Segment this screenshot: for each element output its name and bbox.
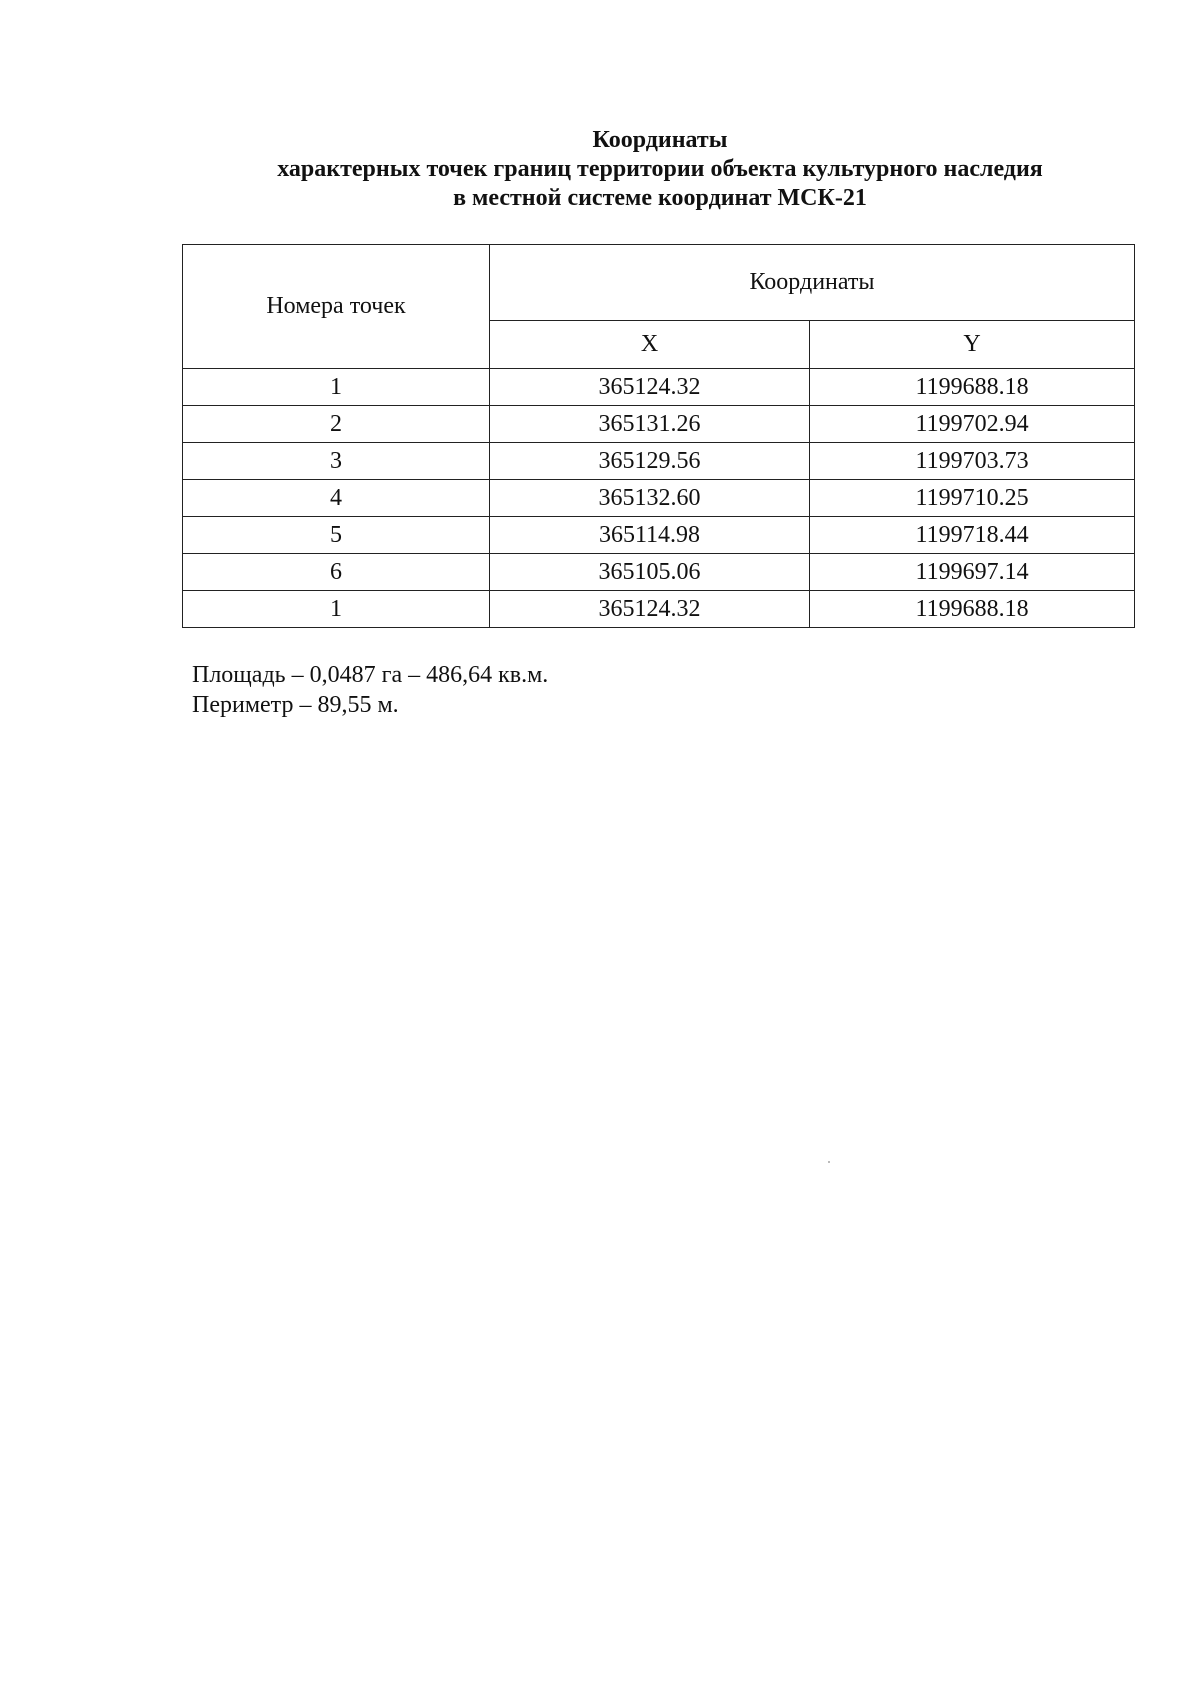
table-row xyxy=(183,554,1135,591)
cell-y: 1199702.94 xyxy=(810,406,1135,443)
header-coordinates: Координаты xyxy=(490,245,1135,321)
cell-x: 365105.06 xyxy=(490,554,810,591)
cell-y: 1199688.18 xyxy=(810,591,1135,628)
table-row xyxy=(183,517,1135,554)
table-row xyxy=(183,591,1135,628)
cell-point: 3 xyxy=(183,443,490,480)
summary-notes xyxy=(192,660,548,720)
cell-point: 1 xyxy=(183,591,490,628)
cell-x: 365131.26 xyxy=(490,406,810,443)
title-line-2: характерных точек границ территории объекта культурного наследия xyxy=(277,156,1043,182)
cell-y: 1199688.18 xyxy=(810,369,1135,406)
cell-point: 6 xyxy=(183,554,490,591)
table-row xyxy=(183,369,1135,406)
table-row xyxy=(183,480,1135,517)
cell-point: 5 xyxy=(183,517,490,554)
cell-x: 365124.32 xyxy=(490,591,810,628)
header-y: Y xyxy=(810,321,1135,369)
title-line-1: Координаты xyxy=(592,127,728,153)
coordinates-table xyxy=(182,244,1135,628)
title-line-3: в местной системе координат МСК-21 xyxy=(453,185,867,211)
cell-x: 365124.32 xyxy=(490,369,810,406)
header-point-numbers: Номера точек xyxy=(183,245,490,369)
header-x: X xyxy=(490,321,810,369)
cell-y: 1199703.73 xyxy=(810,443,1135,480)
cell-x: 365132.60 xyxy=(490,480,810,517)
coordinates-table-wrapper xyxy=(182,244,1134,628)
cell-x: 365114.98 xyxy=(490,517,810,554)
document-title xyxy=(180,126,1140,213)
table-row xyxy=(183,443,1135,480)
area-note: Площадь – 0,0487 га – 486,64 кв.м. xyxy=(192,662,549,688)
cell-x: 365129.56 xyxy=(490,443,810,480)
table-header-row-1 xyxy=(183,245,1135,321)
cell-y: 1199718.44 xyxy=(810,517,1135,554)
cell-y: 1199710.25 xyxy=(810,480,1135,517)
perimeter-note: Периметр – 89,55 м. xyxy=(192,692,399,718)
cell-point: 4 xyxy=(183,480,490,517)
cell-y: 1199697.14 xyxy=(810,554,1135,591)
scan-speck xyxy=(828,1161,830,1163)
cell-point: 1 xyxy=(183,369,490,406)
table-row xyxy=(183,406,1135,443)
cell-point: 2 xyxy=(183,406,490,443)
